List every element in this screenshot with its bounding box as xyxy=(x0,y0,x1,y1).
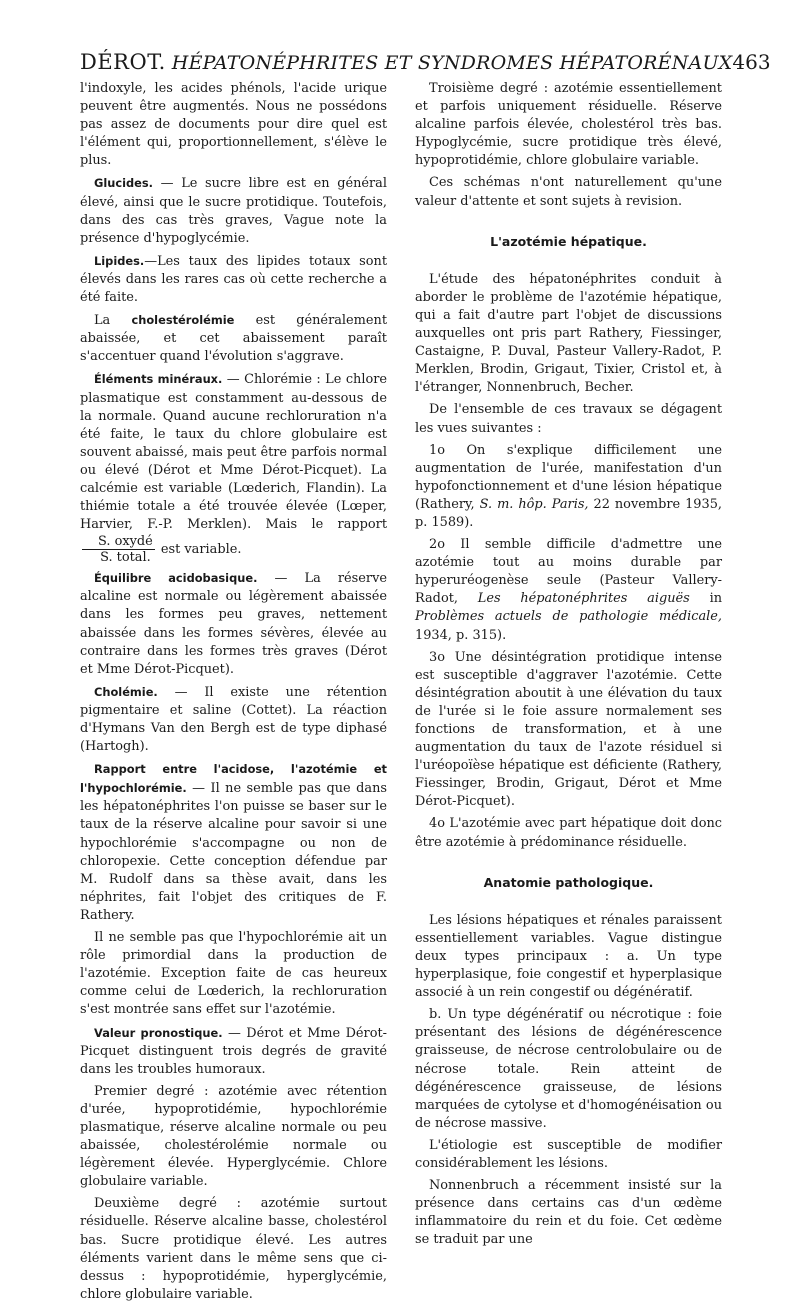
paragraph-acidobasique xyxy=(80,569,387,679)
run-in-heading: Éléments minéraux. xyxy=(94,372,223,387)
citation-italic: S. m. hôp. Paris, xyxy=(479,496,589,512)
header-author: DÉROT. xyxy=(80,50,166,74)
paragraph-text: 2o Il semble difficile d'admettre une azotémie tout au moins durable par hyperuréogenèse seule (Pasteur Vallery-Radot, xyxy=(415,537,722,607)
running-header xyxy=(80,50,771,82)
paragraph: De l'ensemble de ces travaux se dégagent les vues suivantes : xyxy=(415,402,722,436)
paragraph-text: in xyxy=(689,591,722,607)
paragraph: Premier degré : azotémie avec rétention d'urée, hypoprotidémie, hypochlorémie plasmatique, réserve alcaline normale ou peu abaissée, cholestérolémie normale ou légèrement élevée. Hyperglycémie. Chlore globulaire variable. xyxy=(80,1083,387,1190)
paragraph-text: — Il ne semble pas que dans les hépatonéphrites l'on puisse se baser sur le taux de la réserve alcaline pour savoir si une hypochlorémie s'accompagne ou non de chloropexie. Cette conception défendue par M. Rudolf dans sa thèse avait, dans les néphrites, fait l'objet des critiques de F. Rathery. xyxy=(80,781,387,923)
section-heading-azotemie: L'azotémie hépatique. xyxy=(490,233,647,249)
paragraph-cholemie xyxy=(80,683,387,756)
inline-term: cholestérolémie xyxy=(131,313,235,328)
fraction-denominator: S. total. xyxy=(100,550,151,566)
run-in-heading: Cholémie. xyxy=(94,684,158,699)
run-in-heading: Rapport entre l'acidose, l'azotémie et l'hypochlorémie. xyxy=(80,762,387,796)
paragraph: L'étude des hépatonéphrites conduit à aborder le problème de l'azotémie hépatique, qui a fait d'autre part l'objet de discussions auxquelles ont pris part Rathery, Fiessinger, Castaigne, P. Duval, Pasteur Vallery-Radot, P. Merklen, Brodin, Grigaut, Tixier, Cristol et, à l'étranger, Nonnenbruch, Becher. xyxy=(415,271,722,396)
paragraph-text: La xyxy=(94,313,132,329)
paragraph-mineraux xyxy=(80,370,387,565)
section-heading-anatomie: Anatomie pathologique. xyxy=(483,874,654,890)
right-column xyxy=(415,80,722,1253)
header-title: HÉPATONÉPHRITES ET SYNDROMES HÉPATORÉNAUX xyxy=(171,52,733,74)
run-in-heading: Lipides. xyxy=(94,253,145,268)
paragraph-glucides xyxy=(80,174,387,247)
sulfur-ratio-fraction xyxy=(82,534,155,565)
paragraph: l'indoxyle, les acides phénols, l'acide urique peuvent être augmentés. Nous ne possédons pas assez de documents pour dire quel est l'élément qui, proportionnellement, s'élève le plus. xyxy=(80,81,387,169)
paragraph-text: 1o On s'explique difficilement une augmentation de l'urée, manifestation d'un hypofonctionnement et d'une lésion hépatique (Rathery, xyxy=(415,442,722,512)
citation-italic: Les hépatonéphrites aiguës xyxy=(477,591,690,607)
left-column xyxy=(80,80,387,1308)
paragraph: Ces schémas n'ont naturellement qu'une valeur d'attente et sont sujets à revision. xyxy=(415,175,722,209)
paragraph-text: —Les taux des lipides totaux sont élevés dans les rares cas où cette recherche a été faite. xyxy=(80,253,387,306)
paragraph-point-4: 4o L'azotémie avec part hépatique doit donc être azotémie à prédominance résiduelle. xyxy=(415,816,722,850)
paragraph-pronostique xyxy=(80,1024,387,1079)
paragraph: b. Un type dégénératif ou nécrotique : foie présentant des lésions de dégénérescence graisseuse, de nécrose centrolobulaire ou de nécrose totale. Rein atteint de dégénérescence graisseuse, de lésions marquées de cytolyse et d'homogénéisation ou de nécrose massive. xyxy=(415,1007,722,1131)
paragraph-cholesterolemie xyxy=(80,311,387,366)
paragraph: Deuxième degré : azotémie surtout résiduelle. Réserve alcaline basse, cholestérol bas. Sucre protidique élevé. Les autres éléments varient dans le même sens que ci-dessus : hypoprotidémie, hyperglycémie, chlore globulaire variable. xyxy=(80,1196,387,1302)
paragraph: Nonnenbruch a récemment insisté sur la présence dans certains cas d'un œdème inflammatoire du rein et du foie. Cet œdème se traduit par une xyxy=(415,1178,722,1248)
paragraph-text: — Il existe une rétention pigmentaire et saline (Cottet). La réaction d'Hymans Van den Bergh est de type diphasé (Hartogh). xyxy=(80,684,387,755)
paragraph-text: — Le sucre libre est en général élevé, ainsi que le sucre protidique. Toutefois, dans des cas très graves, Vague note la présence d'hypoglycémie. xyxy=(80,176,387,246)
citation-italic: Problèmes actuels de pathologie médicale, xyxy=(415,609,722,625)
page-number: 463 xyxy=(732,50,771,74)
paragraph-lipides xyxy=(80,252,387,307)
paragraph-point-3: 3o Une désintégration protidique intense est susceptible d'aggraver l'azotémie. Cette désintégration aboutit à une élévation du taux de l'urée si le foie assure normalement ses fonctions de transformation, et à une augmentation du taux de l'azote résiduel si l'uréopoïèse hépatique est déficiente (Rathery, Fiessinger, Brodin, Grigaut, Dérot et Mme Dérot-Picquet). xyxy=(415,649,722,810)
paragraph-text: 22 novembre 1935, p. 1589). xyxy=(415,496,722,530)
run-in-heading: Valeur pronostique. xyxy=(94,1025,223,1040)
paragraph: Les lésions hépatiques et rénales paraissent essentiellement variables. Vague distingue deux types principaux : a. Un type hyperplasique, foie congestif et hyperplasique associé à un rein congestif ou dégénératif. xyxy=(415,912,722,1001)
run-in-heading: Équilibre acidobasique. xyxy=(94,571,258,586)
paragraph: Il ne semble pas que l'hypochlorémie ait un rôle primordial dans la production de l'azotémie. Exception faite de cas heureux comme celui de Lœderich, la rechloruration s'est montrée sans effet sur l'azotémie. xyxy=(80,930,387,1018)
paragraph-text: est généralement abaissée, et cet abaissement paraît s'accentuer quand l'évolution s'aggrave. xyxy=(80,313,387,365)
paragraph-text: 1934, p. 315). xyxy=(415,627,507,643)
fraction-numerator: S. oxydé xyxy=(82,534,155,550)
paragraph-point-2 xyxy=(415,536,722,645)
paragraph-rapport xyxy=(80,760,387,925)
paragraph-point-1 xyxy=(415,442,722,532)
run-in-heading: Glucides. xyxy=(94,176,154,191)
paragraph-text: — Chlorémie : Le chlore plasmatique est constamment au-dessous de la normale. Quand aucune rechloruration n'a été faite, le taux du chlore globulaire est souvent abaissé, mais peut être parfois normal ou élevé (Dérot et Mme Dérot-Picquet). La calcémie est variable (Lœderich, Flandin). La thiémie totale a été trouvée élevée (Lœper, Harvier, F.-P. Merklen). Mais le rapport xyxy=(80,372,388,533)
paragraph-text: — La réserve alcaline est normale ou légèrement abaissée dans les formes peu graves, nettement abaissée dans les formes sévères, élevée au contraire dans les formes très graves (Dérot et Mme Dérot-Picquet). xyxy=(80,571,387,677)
paragraph: Troisième degré : azotémie essentiellement et parfois uniquement résiduelle. Réserve alcaline parfois élevée, cholestérol très bas. Hypoglycémie, sucre protidique très élevé, hypoprotidémie, chlore globulaire variable. xyxy=(415,81,722,169)
paragraph-text: — Dérot et Mme Dérot-Picquet distinguent trois degrés de gravité dans les troubles humoraux. xyxy=(80,1025,387,1077)
paragraph: L'étiologie est susceptible de modifier considérablement les lésions. xyxy=(415,1137,722,1171)
paragraph-text: est variable. xyxy=(156,542,242,558)
